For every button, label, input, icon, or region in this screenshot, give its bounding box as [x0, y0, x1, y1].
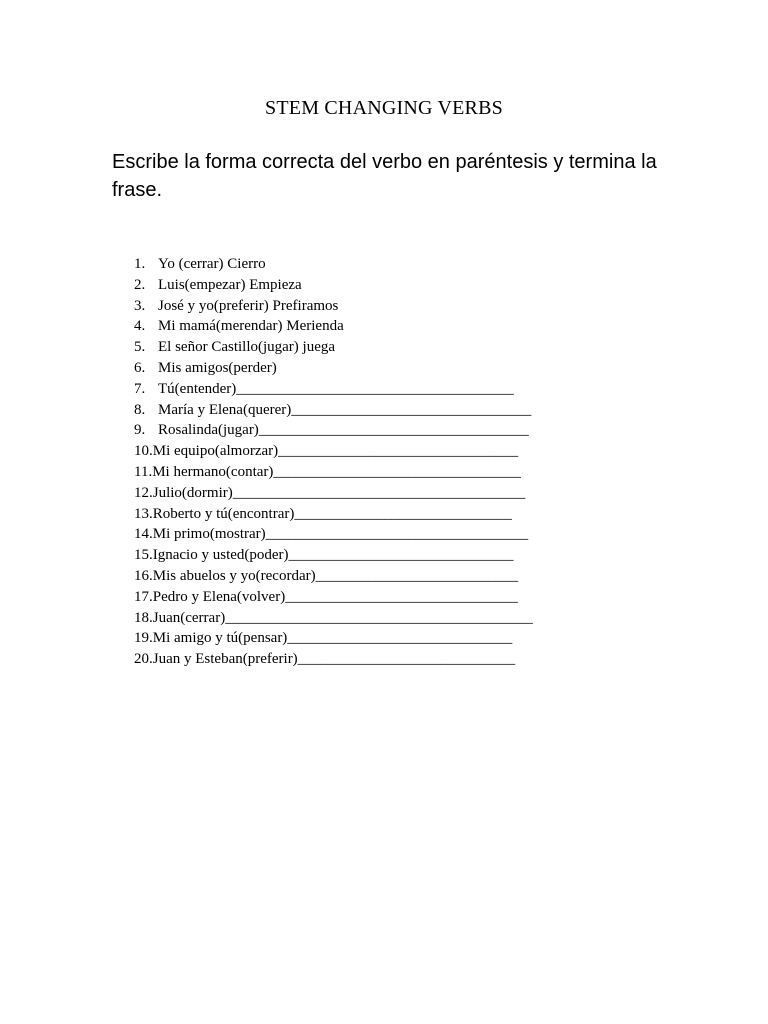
- item-text: Mi equipo(almorzar)________________________________: [152, 443, 519, 460]
- page-title: STEM CHANGING VERBS: [265, 97, 503, 119]
- item-text: Mis abuelos y yo(recordar)___________________________: [152, 567, 519, 584]
- item-number: 20.: [134, 651, 153, 668]
- list-item: [134, 545, 533, 566]
- item-text: Mi mamá(merendar) Merienda: [158, 318, 344, 335]
- item-text: Tú(entender)_____________________________________: [158, 380, 514, 397]
- item-number: 5.: [134, 339, 146, 356]
- list-item: [134, 358, 533, 379]
- list-item: [134, 628, 533, 649]
- item-text: El señor Castillo(jugar) juega: [158, 339, 336, 356]
- list-item: [134, 524, 533, 545]
- item-number: 16.: [134, 567, 153, 584]
- item-number: 19.: [134, 630, 153, 647]
- item-number: 7.: [134, 380, 146, 397]
- list-item: [134, 587, 533, 608]
- item-text: Mi hermano(contar)_________________________________: [152, 463, 521, 480]
- list-item: [134, 462, 533, 483]
- item-text: María y Elena(querer)________________________________: [158, 401, 532, 418]
- list-item: [134, 296, 533, 317]
- list-item: [134, 566, 533, 587]
- item-text: Yo (cerrar) Cierro: [158, 256, 266, 272]
- item-text: Mi primo(mostrar)___________________________________: [152, 526, 529, 543]
- item-number: 14.: [134, 526, 153, 543]
- list-item: [134, 483, 533, 504]
- item-text: Juan(cerrar)_________________________________________: [152, 609, 533, 626]
- item-text: Julio(dormir)_______________________________________: [152, 484, 526, 501]
- item-number: 4.: [134, 318, 146, 335]
- list-item: [134, 420, 533, 441]
- item-number: 12.: [134, 484, 153, 501]
- item-text: Luis(empezar) Empieza: [158, 276, 302, 293]
- item-number: 13.: [134, 505, 153, 522]
- item-text: Pedro y Elena(volver)_______________________________: [152, 588, 518, 605]
- item-text: Juan y Esteban(preferir)_____________________________: [152, 651, 516, 668]
- list-item: [134, 504, 533, 525]
- instructions-text: Escribe la forma correcta del verbo en paréntesis y termina la frase.: [112, 151, 657, 201]
- item-number: 2.: [134, 276, 146, 293]
- item-number: 10.: [134, 443, 153, 460]
- list-item: [134, 316, 533, 337]
- list-item: [134, 608, 533, 629]
- item-number: 8.: [134, 401, 146, 418]
- list-item: [134, 649, 533, 670]
- exercise-list: [134, 254, 533, 670]
- item-number: 9.: [134, 422, 146, 439]
- list-item: [134, 254, 533, 275]
- item-number: 1.: [134, 256, 146, 272]
- list-item: [134, 379, 533, 400]
- item-number: 17.: [134, 588, 153, 605]
- item-text: Mis amigos(perder): [158, 359, 277, 376]
- item-text: Ignacio y usted(poder)______________________________: [152, 547, 514, 564]
- item-number: 3.: [134, 297, 146, 314]
- item-text: José y yo(preferir) Prefiramos: [158, 297, 339, 314]
- item-number: 15.: [134, 547, 153, 564]
- list-item: [134, 441, 533, 462]
- item-number: 6.: [134, 359, 146, 376]
- list-item: [134, 275, 533, 296]
- item-number: 18.: [134, 609, 153, 626]
- item-text: Roberto y tú(encontrar)_____________________________: [152, 505, 512, 522]
- item-text: Mi amigo y tú(pensar)______________________________: [152, 630, 513, 647]
- list-item: [134, 337, 533, 358]
- item-number: 11.: [134, 463, 153, 480]
- list-item: [134, 400, 533, 421]
- item-text: Rosalinda(jugar)____________________________________: [158, 422, 529, 439]
